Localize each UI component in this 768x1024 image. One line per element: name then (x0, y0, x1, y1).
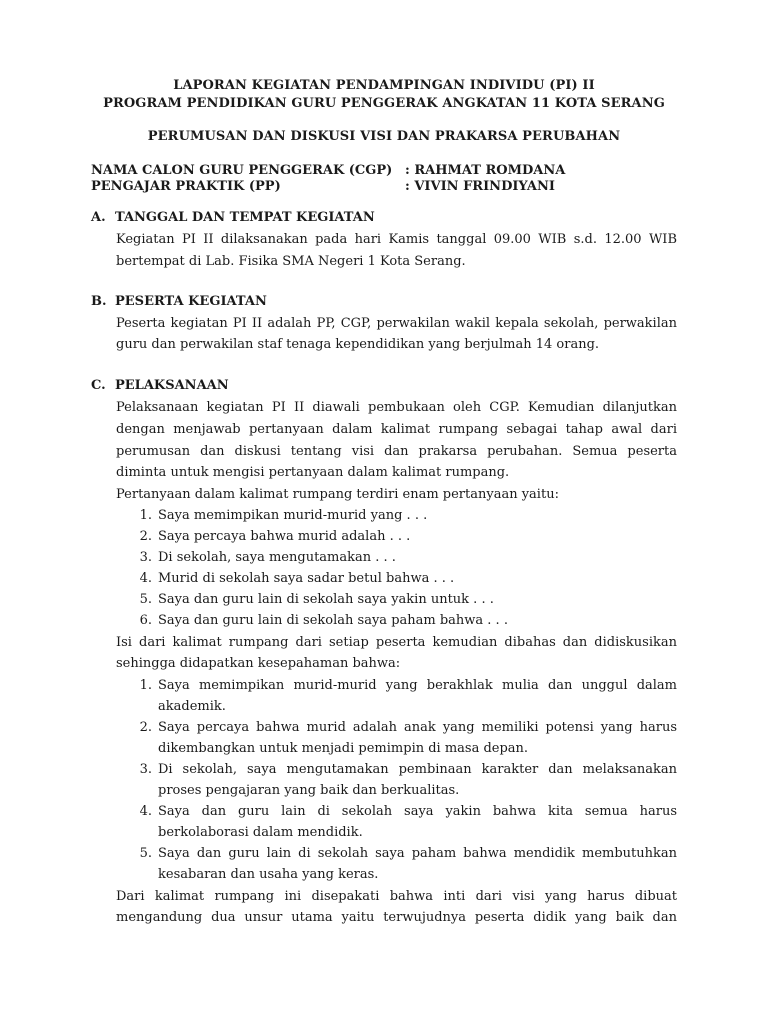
cgp-label: NAMA CALON GURU PENGGERAK (CGP) (91, 163, 393, 178)
section-c-heading (91, 378, 229, 393)
section-b-letter: B. (91, 294, 107, 309)
question-text: Murid di sekolah saya sadar betul bahwa . . . (158, 571, 455, 586)
question-number: 4. (139, 571, 152, 586)
section-c-intro-line: dengan menjawab pertanyaan dalam kalimat rumpang sebagai tahap awal dari (116, 422, 677, 437)
question-text: Di sekolah, saya mengutamakan . . . (158, 550, 396, 565)
section-a-letter: A. (91, 210, 106, 225)
section-b-line: guru dan perwakilan staf tenaga kependidikan yang berjulmah 14 orang. (116, 337, 600, 352)
question-text: Saya memimpikan murid-murid yang . . . (158, 508, 428, 523)
closing-line: mengandung dua unsur utama yaitu terwujudnya peserta didik yang baik dan (116, 910, 677, 925)
answer-line: proses pengajaran yang baik dan berkualitas. (158, 783, 460, 798)
answer-number: 4. (139, 804, 152, 819)
answer-line: Saya dan guru lain di sekolah saya yakin bahwa kita semua harus (158, 804, 677, 819)
question-number: 6. (139, 613, 152, 628)
answer-number: 1. (139, 678, 152, 693)
section-c-intro-line: perumusan dan diskusi tentang visi dan prakarsa perubahan. Semua peserta (116, 444, 677, 459)
section-c-letter: C. (91, 378, 106, 393)
answer-line: Saya memimpikan murid-murid yang berakhlak mulia dan unggul dalam (158, 678, 677, 693)
answers-intro-line: Isi dari kalimat rumpang dari setiap peserta kemudian dibahas dan didiskusikan (116, 635, 677, 650)
question-text: Saya dan guru lain di sekolah saya yakin untuk . . . (158, 592, 494, 607)
answer-line: akademik. (158, 699, 226, 714)
answer-line: Saya dan guru lain di sekolah saya paham bahwa mendidik membutuhkan (158, 846, 677, 861)
answer-number: 5. (139, 846, 152, 861)
section-b-title: PESERTA KEGIATAN (115, 294, 267, 309)
answer-line: dikembangkan untuk menjadi pemimpin di masa depan. (158, 741, 529, 756)
answers-intro-line: sehingga didapatkan kesepahaman bahwa: (116, 656, 401, 671)
report-title: LAPORAN KEGIATAN PENDAMPINGAN INDIVIDU (PI) II (173, 78, 595, 93)
answer-number: 3. (139, 762, 152, 777)
section-c-intro-line: Pelaksanaan kegiatan PI II diawali pembukaan oleh CGP. Kemudian dilanjutkan (116, 400, 677, 415)
question-text: Saya percaya bahwa murid adalah . . . (158, 529, 411, 544)
answer-line: kesabaran dan usaha yang keras. (158, 867, 379, 882)
cgp-value: : RAHMAT ROMDANA (405, 163, 566, 178)
closing-line: Dari kalimat rumpang ini disepakati bahwa inti dari visi yang harus dibuat (116, 889, 677, 904)
report-subtitle: PERUMUSAN DAN DISKUSI VISI DAN PRAKARSA PERUBAHAN (147, 129, 621, 144)
answer-line: Saya percaya bahwa murid adalah anak yang memiliki potensi yang harus (158, 720, 677, 735)
question-number: 1. (139, 508, 152, 523)
answer-line: berkolaborasi dalam mendidik. (158, 825, 363, 840)
section-a-heading (91, 210, 375, 225)
question-number: 5. (139, 592, 152, 607)
pp-label: PENGAJAR PRAKTIK (PP) (91, 179, 281, 194)
answer-number: 2. (139, 720, 152, 735)
program-title: PROGRAM PENDIDIKAN GURU PENGGERAK ANGKATAN 11 KOTA SERANG (103, 96, 665, 111)
question-number: 2. (139, 529, 152, 544)
question-number: 3. (139, 550, 152, 565)
section-a-title: TANGGAL DAN TEMPAT KEGIATAN (115, 210, 375, 225)
section-c-title: PELAKSANAAN (115, 378, 229, 393)
question-text: Saya dan guru lain di sekolah saya paham bahwa . . . (158, 613, 508, 628)
section-a-line: Kegiatan PI II dilaksanakan pada hari Kamis tanggal 09.00 WIB s.d. 12.00 WIB (116, 232, 677, 247)
section-a-line: bertempat di Lab. Fisika SMA Negeri 1 Kota Serang. (116, 254, 466, 269)
section-c-intro-line: diminta untuk mengisi pertanyaan dalam kalimat rumpang. (116, 465, 510, 480)
pp-value: : VIVIN FRINDIYANI (405, 179, 555, 194)
section-b-line: Peserta kegiatan PI II adalah PP, CGP, perwakilan wakil kepala sekolah, perwakilan (116, 316, 677, 331)
questions-intro: Pertanyaan dalam kalimat rumpang terdiri enam pertanyaan yaitu: (116, 487, 559, 502)
section-b-heading (91, 294, 267, 309)
answer-line: Di sekolah, saya mengutamakan pembinaan karakter dan melaksanakan (158, 762, 677, 777)
